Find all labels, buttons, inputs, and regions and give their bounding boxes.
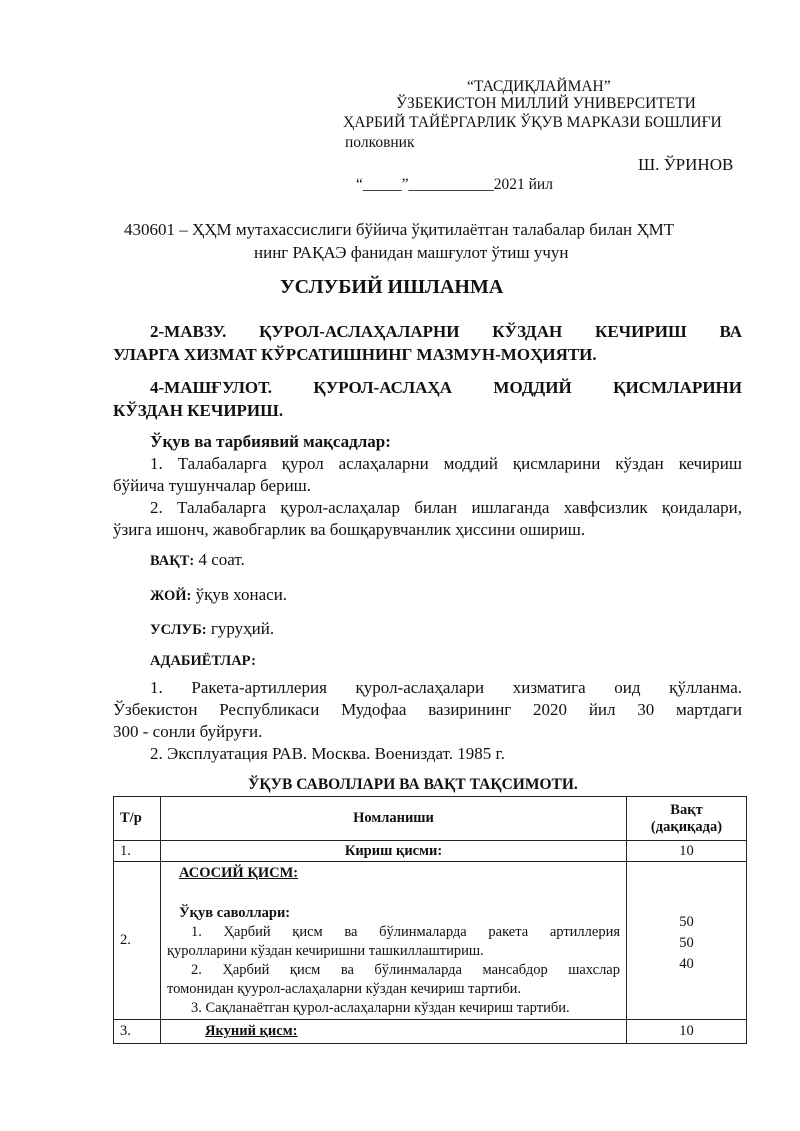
row-3-time: 10 (627, 1020, 747, 1044)
lesson-line-1: 4-МАШҒУЛОТ. ҚУРОЛ-АСЛАҲА МОДДИЙ ҚИСМЛАРИНИ (150, 378, 742, 397)
time-info (150, 550, 245, 570)
topic-line-1: 2-МАВЗУ. ҚУРОЛ-АСЛАҲАЛАРНИ КЎЗДАН КЕЧИРИШ ВА (150, 322, 742, 341)
method-value: гуруҳий. (206, 619, 275, 638)
row-2-content (161, 862, 627, 1020)
schedule-table (113, 796, 747, 1044)
question-3: 3. Сақланаётган қурол-аслаҳаларни кўздан кечириш тартиби. (191, 1000, 570, 1016)
approval-line-2: ЎЗБЕКИСТОН МИЛЛИЙ УНИВЕРСИТЕТИ (396, 95, 696, 112)
page-title: УСЛУБИЙ ИШЛАНМА (280, 276, 504, 298)
goals-section (113, 431, 742, 541)
table-row (114, 1020, 747, 1044)
table-row (114, 862, 747, 1020)
literature-1-line-1: 1. Ракета-артиллерия қурол-аслаҳалари хизматига оид қўлланма. (150, 678, 742, 697)
table-caption: ЎҚУВ САВОЛЛАРИ ВА ВАҚТ ТАҚСИМОТИ. (248, 776, 578, 793)
question-2-time: 50 (679, 935, 694, 951)
literature-heading: АДАБИЁТЛАР: (150, 653, 256, 669)
goals-heading: Ўқув ва тарбиявий мақсадлар: (150, 432, 391, 451)
table-header-row (114, 797, 747, 841)
goal-1-line-1: 1. Талабаларга қурол аслаҳаларни моддий қисмларини кўздан кечириш (150, 454, 742, 473)
method-label: УСЛУБ: (150, 622, 207, 638)
main-section-heading: АСОСИЙ ҚИСМ: (179, 865, 299, 881)
goal-2-line-2: ўзига ишонч, жавобгарлик ва бошқарувчанлик ҳиссини ошириш. (113, 520, 586, 539)
approval-line-1: “ТАСДИҚЛАЙМАН” (467, 78, 611, 95)
table-row (114, 841, 747, 862)
question-2-line-1: 2. Ҳарбий қисм ва бўлинмаларда мансабдор шахслар (191, 962, 620, 978)
lesson-line-2: КЎЗДАН КЕЧИРИШ. (113, 401, 284, 420)
header-num: Т/р (114, 797, 161, 841)
header-name: Номланиши (161, 797, 627, 841)
place-label: ЖОЙ: (150, 588, 192, 604)
question-1-time: 50 (679, 914, 694, 930)
topic-line-2: УЛАРГА ХИЗМАТ КЎРСАТИШНИНГ МАЗМУН-МОҲИЯТИ. (113, 345, 597, 364)
header-time-line-1: Вақт (670, 801, 703, 818)
approval-line-3: ҲАРБИЙ ТАЙЁРГАРЛИК ЎҚУВ МАРКАЗИ БОШЛИҒИ (343, 114, 722, 131)
method-info (150, 619, 274, 639)
lesson-heading (113, 376, 742, 422)
place-info (150, 585, 287, 605)
question-2-line-2: томонидан қуурол-аслаҳаларни кўздан кечириш тартиби. (167, 981, 522, 997)
question-3-time: 40 (679, 956, 694, 972)
goal-2-line-1: 2. Талабаларга қурол-аслаҳалар билан ишлаганда хавфсизлик қоидалари, (150, 498, 742, 517)
row-1-name: Кириш қисми: (161, 841, 627, 862)
row-2-times (627, 862, 747, 1020)
approval-name: Ш. ЎРИНОВ (638, 155, 734, 174)
literature-list (113, 677, 742, 765)
row-3-name: Якуний қисм: (161, 1020, 627, 1044)
literature-2: 2. Эксплуатация РАВ. Москва. Воениздат. 1985 г. (150, 744, 505, 763)
approval-rank: полковник (345, 134, 415, 151)
header-time (627, 797, 747, 841)
question-1-line-1: 1. Ҳарбий қисм ва бўлинмаларда ракета артиллерия (191, 924, 620, 940)
row-2-num: 2. (114, 862, 161, 1020)
intro-line-2: нинг РАҚАЭ фанидан машғулот ўтиш учун (254, 243, 569, 262)
question-1-line-2: қуролларини кўздан кечиришни ташкиллаштириш. (167, 943, 484, 959)
questions-heading: Ўқув саволлари: (179, 905, 291, 921)
intro-line-1: 430601 – ҲҲМ мутахассислиги бўйича ўқитилаётган талабалар билан ҲМТ (124, 220, 675, 239)
approval-date: “_____”___________2021 йил (356, 176, 553, 193)
time-label: ВАҚТ: (150, 553, 195, 569)
goal-1-line-2: бўйича тушунчалар бериш. (113, 476, 312, 495)
header-time-line-2: (дақиқада) (650, 818, 723, 835)
literature-1-line-3: 300 - сонли буйруғи. (113, 722, 263, 741)
literature-1-line-2: Ўзбекистон Республикаси Мудофаа вазирининг 2020 йил 30 мартдаги (113, 700, 742, 719)
row-3-num: 3. (114, 1020, 161, 1044)
row-1-num: 1. (114, 841, 161, 862)
time-value: 4 соат. (194, 550, 245, 569)
place-value: ўқув хонаси. (191, 585, 288, 604)
row-1-time: 10 (627, 841, 747, 862)
topic-heading (113, 320, 742, 366)
